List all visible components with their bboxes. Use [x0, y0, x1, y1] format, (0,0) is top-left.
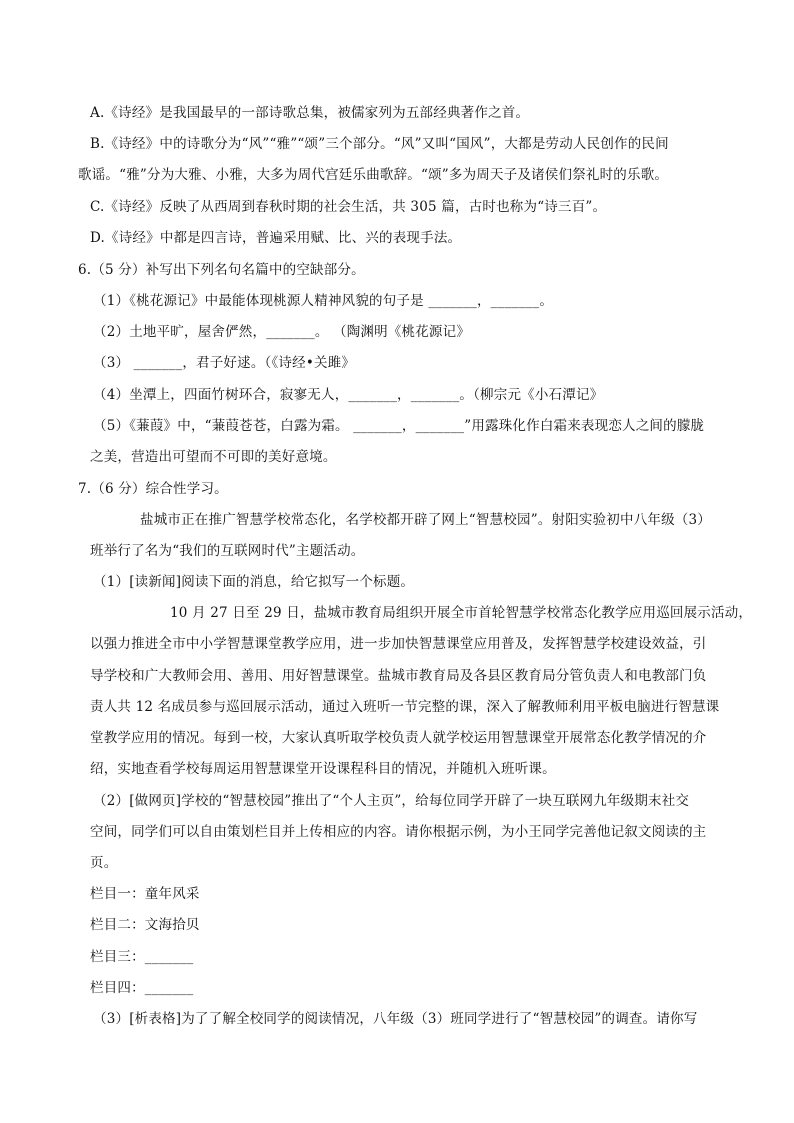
question-6-title: 6.（5 分）补写出下列名句名篇中的空缺部分。: [78, 262, 365, 278]
q7-intro-line1: 盐城市正在推广智慧学校常态化，名学校都开辟了网上“智慧校园”。射阳实验初中八年级（3）: [140, 512, 711, 528]
column-2: 栏目二：文海拾贝: [90, 917, 200, 933]
option-b-line2: 歌谣。“雅”分为大雅、小雅，大多为周代宫廷乐曲歌辞。“颂”多为周天子及诸侯们祭礼时的乐歌。: [78, 167, 669, 183]
q6-item-5-line1: （5）《蒹葭》中，“蒹葭苍苍，白露为霜。 _______，_______”用露珠化作白霜来表现恋人之间的朦胧: [93, 418, 705, 434]
q6-item-2: （2）土地平旷，屋舍俨然，_______。 （陶渊明《桃花源记》: [93, 324, 471, 340]
q7-intro-line2: 班举行了名为“我们的互联网时代”主题活动。: [90, 543, 365, 559]
news-line-6: 绍，实地查看学校每周运用智慧课堂开设课程科目的情况，并随机入班听课。: [90, 761, 556, 777]
option-b-line1: B.《诗经》中的诗歌分为“风”“雅”“颂”三个部分。“风”又叫“国风”，大都是劳动人民创作的民间: [90, 136, 669, 152]
q6-item-1: （1）《桃花源记》中最能体现桃源人精神风貌的句子是 _______，_______。: [93, 293, 554, 309]
question-7-title: 7.（6 分）综合性学习。: [78, 481, 228, 497]
q7-part2-line1: （2）[做网页]学校的“智慧校园”推出了“个人主页”，给每位同学开辟了一块互联网九年级期末社交: [93, 793, 690, 809]
news-line-1: 10 月 27 日至 29 日，盐城市教育局组织开展全市首轮智慧学校常态化教学应用巡回展示活动，: [170, 605, 753, 621]
news-line-5: 堂教学应用的情况。每到一校，大家认真听取学校负责人就学校运用智慧课堂开展常态化教学情况的介: [90, 730, 707, 746]
news-line-4: 责人共 12 名成员参与巡回展示活动，通过入班听一节完整的课，深入了解教师利用平板电脑进行智慧课: [90, 699, 720, 715]
option-a: A.《诗经》是我国最早的一部诗歌总集，被儒家列为五部经典著作之首。: [90, 105, 530, 121]
option-d: D.《诗经》中都是四言诗，普遍采用赋、比、兴的表现手法。: [90, 230, 462, 246]
news-line-2: 以强力推进全市中小学智慧课堂教学应用，进一步加快智慧课堂应用普及，发挥智慧学校建设效益，引: [90, 636, 707, 652]
q7-part2-line3: 页。: [90, 855, 118, 871]
option-c: C.《诗经》反映了从西周到春秋时期的社会生活，共 305 篇，古时也称为“诗三百”。: [90, 199, 607, 215]
q7-part2-line2: 空间，同学们可以自由策划栏目并上传相应的内容。请你根据示例，为小王同学完善他记叙文阅读的主: [90, 824, 707, 840]
news-line-3: 导学校和广大教师会用、善用、用好智慧课堂。盐城市教育局及各县区教育局分管负责人和电教部门负: [90, 668, 707, 684]
column-4: 栏目四：_______: [90, 980, 194, 996]
column-1: 栏目一：童年风采: [90, 886, 200, 902]
q6-item-5-line2: 之美，营造出可望而不可即的美好意境。: [90, 449, 337, 465]
q6-item-4: （4）坐潭上，四面竹树环合，寂寥无人，_______，_______。（柳宗元《小石潭记》: [93, 387, 604, 403]
q7-part1: （1）[读新闻]阅读下面的消息，给它拟写一个标题。: [93, 574, 415, 590]
q6-item-3: （3） _______，君子好逑。（《诗经•关雎》: [93, 355, 356, 371]
q7-part3: （3）[析表格]为了了解全校同学的阅读情况，八年级（3）班同学进行了“智慧校园”的调查。请你写: [93, 1011, 698, 1027]
column-3: 栏目三：_______: [90, 949, 194, 965]
